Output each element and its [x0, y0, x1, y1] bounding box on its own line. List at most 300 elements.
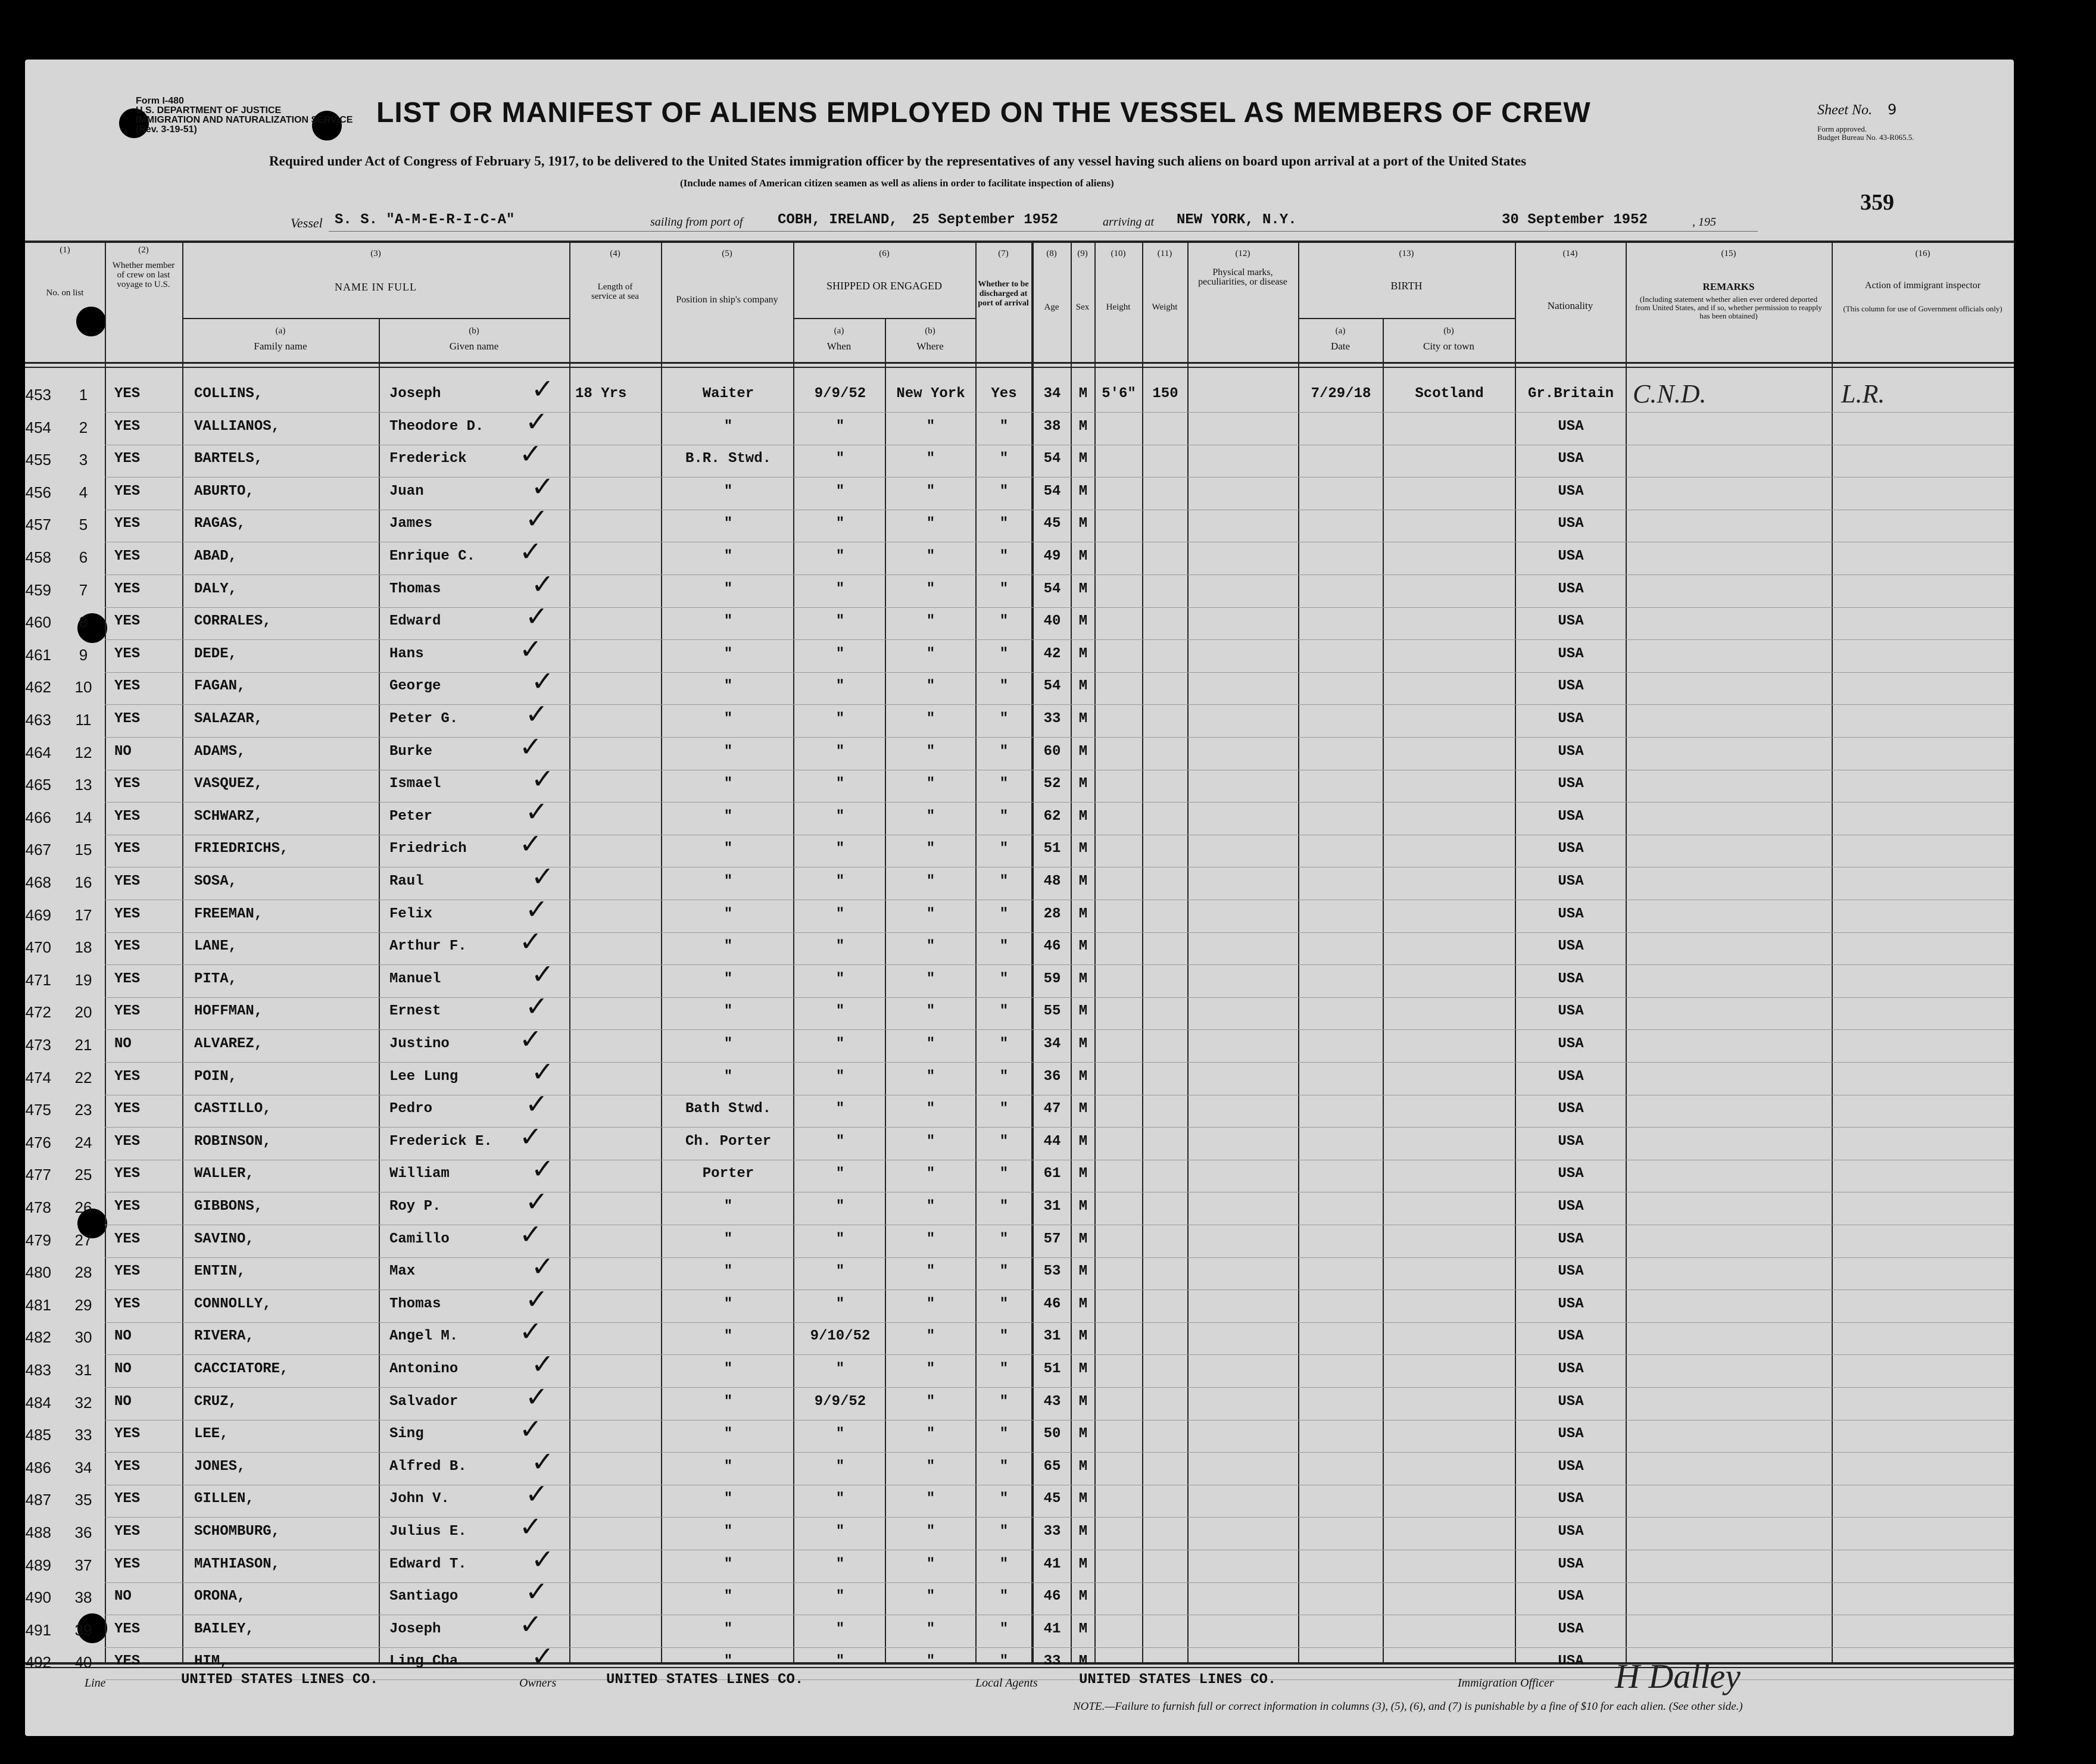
col4-label: Length of service at sea	[591, 282, 639, 301]
shipped-when: "	[835, 1295, 845, 1312]
position: Porter	[702, 1166, 754, 1182]
given-name: Burke	[389, 743, 433, 760]
col3a-label: Family name	[254, 341, 307, 352]
family-name: GIBBONS,	[194, 1198, 263, 1214]
nationality: USA	[1558, 841, 1584, 857]
sex: M	[1078, 841, 1088, 857]
family-name: BAILEY,	[194, 1621, 254, 1637]
check-mark-icon: ✓	[519, 1413, 542, 1445]
discharged: "	[999, 938, 1009, 955]
family-name: SCHOMBURG,	[194, 1523, 280, 1540]
nationality: USA	[1558, 808, 1584, 825]
check-mark-icon: ✓	[525, 795, 548, 828]
inspector-action: L.R.	[1841, 379, 1885, 408]
weight: 150	[1152, 386, 1178, 402]
row-rule	[105, 1062, 2014, 1063]
shipped-when: "	[835, 1133, 845, 1150]
approval-block	[1817, 125, 1914, 142]
nationality: USA	[1558, 1133, 1584, 1150]
discharged: "	[999, 418, 1009, 435]
row-rule	[105, 964, 2014, 965]
col13a-num: (a)	[1335, 326, 1346, 336]
col1-label: No. on list	[46, 288, 84, 298]
required-text: Required under Act of Congress of February 5, 1917, to be delivered to the United States immigration officer by the representatives of any vessel having such aliens on board upon arrival at a port of the United States	[269, 154, 1527, 168]
discharged: "	[999, 776, 1009, 792]
given-name: Santiago	[389, 1588, 458, 1605]
shipped-where: "	[926, 516, 935, 532]
discharged: "	[999, 1003, 1009, 1020]
sex: M	[1078, 938, 1088, 955]
given-name: George	[389, 678, 441, 695]
discharged: "	[999, 1263, 1009, 1280]
position: "	[723, 1003, 733, 1020]
given-name: Edward T.	[389, 1556, 467, 1572]
check-mark-icon: ✓	[531, 373, 554, 405]
check-mark-icon: ✓	[525, 892, 548, 925]
shipped-when: "	[835, 1263, 845, 1280]
check-mark-icon: ✓	[525, 405, 548, 438]
given-name: Manuel	[389, 970, 441, 987]
age: 40	[1043, 613, 1061, 630]
shipped-when: "	[835, 483, 845, 499]
last-voyage: YES	[114, 645, 141, 662]
position: "	[723, 1295, 733, 1312]
position: "	[723, 1328, 733, 1345]
manifest-ref-number: 491	[25, 1621, 51, 1639]
manifest-ref-number: 479	[25, 1231, 51, 1249]
manifest-ref-number: 458	[25, 548, 51, 566]
sex: M	[1078, 1393, 1088, 1410]
sex: M	[1078, 548, 1088, 564]
discharged: "	[999, 841, 1009, 857]
check-mark-icon: ✓	[531, 665, 554, 698]
col9-label: Sex	[1075, 302, 1090, 312]
sex: M	[1078, 1458, 1088, 1475]
last-voyage: YES	[114, 1231, 141, 1247]
age: 51	[1043, 1361, 1061, 1377]
nationality: USA	[1558, 451, 1584, 467]
row-rule	[105, 607, 2014, 608]
check-mark-icon: ✓	[531, 1153, 554, 1185]
birth-date: 7/29/18	[1311, 386, 1371, 402]
sex: M	[1078, 1523, 1088, 1540]
shipped-when: "	[835, 1231, 845, 1247]
list-number: 29	[74, 1295, 92, 1314]
shipped-where: "	[926, 1653, 935, 1670]
nationality: USA	[1558, 970, 1584, 987]
family-name: ENTIN,	[194, 1263, 246, 1280]
nationality: USA	[1558, 580, 1584, 597]
row-rule	[105, 1257, 2014, 1258]
vessel-label: Vessel	[291, 216, 323, 230]
check-mark-icon: ✓	[531, 957, 554, 990]
position: Ch. Porter	[685, 1133, 772, 1150]
col-divider	[1626, 242, 1627, 1663]
shipped-where: "	[926, 938, 935, 955]
last-voyage: YES	[114, 1133, 141, 1150]
last-voyage: NO	[114, 1036, 132, 1052]
row-rule	[105, 412, 2014, 413]
manifest-ref-number: 459	[25, 580, 51, 599]
given-name: Antonino	[389, 1361, 458, 1377]
officer-signature: H Dalley	[1615, 1657, 1741, 1696]
sex: M	[1078, 970, 1088, 987]
nationality: USA	[1558, 938, 1584, 955]
given-name: Justino	[389, 1036, 450, 1052]
check-mark-icon: ✓	[531, 1640, 554, 1673]
shipped-where: "	[926, 548, 935, 564]
shipped-where: "	[926, 1426, 935, 1443]
age: 49	[1043, 548, 1061, 564]
given-name: Peter G.	[389, 711, 458, 727]
age: 46	[1043, 1588, 1061, 1605]
position: Bath Stwd.	[685, 1101, 772, 1117]
discharged: "	[999, 1036, 1009, 1052]
row-rule	[105, 932, 2014, 933]
list-number: 39	[74, 1621, 92, 1639]
nationality: USA	[1558, 1295, 1584, 1312]
family-name: GILLEN,	[194, 1491, 254, 1507]
last-voyage: YES	[114, 1068, 141, 1085]
check-mark-icon: ✓	[519, 1023, 542, 1055]
position: "	[723, 1068, 733, 1085]
sex: M	[1078, 743, 1088, 760]
list-number: 14	[74, 808, 92, 826]
list-number: 40	[74, 1653, 92, 1672]
last-voyage: NO	[114, 1328, 132, 1345]
col12-label: Physical marks, peculiarities, or disease	[1198, 267, 1287, 287]
family-name: FAGAN,	[194, 678, 246, 695]
manifest-ref-number: 478	[25, 1198, 51, 1216]
shipped-where: "	[926, 1588, 935, 1605]
row-rule	[105, 1387, 2014, 1388]
check-mark-icon: ✓	[525, 1088, 548, 1120]
check-mark-icon: ✓	[519, 1315, 542, 1348]
family-name: ADAMS,	[194, 743, 246, 760]
sex: M	[1078, 451, 1088, 467]
col2-num: (2)	[138, 245, 149, 255]
sex: M	[1078, 1588, 1088, 1605]
check-mark-icon: ✓	[519, 1120, 542, 1153]
age: 46	[1043, 938, 1061, 955]
last-voyage: YES	[114, 1458, 141, 1475]
sex: M	[1078, 906, 1088, 922]
manifest-ref-number: 457	[25, 516, 51, 534]
age: 34	[1043, 1036, 1061, 1052]
shipped-when: "	[835, 516, 845, 532]
shipped-when: "	[835, 613, 845, 630]
col5-label: Position in ship's company	[676, 295, 778, 305]
given-name: Peter	[389, 808, 433, 825]
shipped-when: "	[835, 451, 845, 467]
shipped-where: "	[926, 1198, 935, 1214]
col3a-num: (a)	[275, 326, 286, 336]
revision: (Rev. 3-19-51)	[136, 124, 197, 135]
sex: M	[1078, 386, 1088, 402]
header-bottom-rule	[25, 362, 2014, 364]
shipped-when: "	[835, 743, 845, 760]
list-number: 27	[74, 1231, 92, 1249]
owners-company: UNITED STATES LINES CO.	[606, 1672, 804, 1688]
nationality: USA	[1558, 1458, 1584, 1475]
shipped-when: 9/10/52	[810, 1328, 871, 1345]
age: 50	[1043, 1426, 1061, 1443]
col-divider	[885, 319, 886, 1663]
col-divider	[1383, 319, 1384, 1663]
manifest-ref-number: 470	[25, 938, 51, 957]
manifest-ref-number: 485	[25, 1426, 51, 1444]
age: 57	[1043, 1231, 1061, 1247]
list-number: 15	[74, 841, 92, 859]
manifest-ref-number: 477	[25, 1166, 51, 1184]
age: 33	[1043, 711, 1061, 727]
shipped-when: "	[835, 1458, 845, 1475]
page-title: LIST OR MANIFEST OF ALIENS EMPLOYED ON THE VESSEL AS MEMBERS OF CREW	[376, 97, 1591, 129]
sex: M	[1078, 1556, 1088, 1572]
check-mark-icon: ✓	[525, 1575, 548, 1608]
last-voyage: YES	[114, 1166, 141, 1182]
col16-num: (16)	[1915, 249, 1930, 258]
shipped-where: "	[926, 743, 935, 760]
discharged: "	[999, 1621, 1009, 1637]
footer-note: NOTE.—Failure to furnish full or correct information in columns (3), (5), (6), and (7) is punishable by a fine of $10 for each alien. (See other side.)	[1073, 1700, 1743, 1713]
list-number: 38	[74, 1588, 92, 1607]
row-rule	[105, 639, 2014, 640]
discharged: "	[999, 1653, 1009, 1670]
sex: M	[1078, 1166, 1088, 1182]
col10-label: Height	[1106, 302, 1131, 312]
shipped-where: "	[926, 873, 935, 889]
shipped-when: "	[835, 1588, 845, 1605]
remarks: C.N.D.	[1633, 379, 1707, 408]
position: "	[723, 873, 733, 889]
manifest-ref-number: 466	[25, 808, 51, 826]
last-voyage: YES	[114, 613, 141, 630]
family-name: CORRALES,	[194, 613, 272, 630]
position: "	[723, 841, 733, 857]
last-voyage: YES	[114, 1621, 141, 1637]
row-rule	[105, 1029, 2014, 1030]
manifest-ref-number: 480	[25, 1263, 51, 1282]
col-divider	[105, 242, 106, 1663]
shipped-where: "	[926, 418, 935, 435]
shipped-when: "	[835, 1361, 845, 1377]
list-number: 5	[79, 516, 88, 534]
list-number: 7	[79, 580, 88, 599]
sail-date: 25 September 1952	[912, 212, 1058, 228]
list-number: 4	[79, 483, 88, 501]
department: U.S. DEPARTMENT OF JUSTICE	[136, 105, 282, 115]
position: "	[723, 938, 733, 955]
family-name: COLLINS,	[194, 386, 263, 402]
manifest-ref-number: 472	[25, 1003, 51, 1022]
position: "	[723, 1231, 733, 1247]
discharged: "	[999, 906, 1009, 922]
given-name: Theodore D.	[389, 418, 484, 435]
col1-num: (1)	[60, 245, 70, 255]
check-mark-icon: ✓	[525, 698, 548, 730]
row-rule	[105, 672, 2014, 673]
shipped-where: "	[926, 1328, 935, 1345]
nationality: USA	[1558, 1166, 1584, 1182]
list-number: 35	[74, 1491, 92, 1509]
given-name: Sing	[389, 1426, 424, 1443]
shipped-when: "	[835, 1426, 845, 1443]
sex: M	[1078, 1101, 1088, 1117]
given-name: William	[389, 1166, 450, 1182]
age: 54	[1043, 678, 1061, 695]
check-mark-icon: ✓	[519, 730, 542, 763]
shipped-when: "	[835, 645, 845, 662]
manifest-ref-number: 490	[25, 1588, 51, 1607]
check-mark-icon: ✓	[519, 828, 542, 860]
family-name: CACCIATORE,	[194, 1361, 289, 1377]
position: B.R. Stwd.	[685, 451, 772, 467]
col6b-num: (b)	[925, 326, 935, 336]
service-length: 18 Yrs	[575, 386, 627, 402]
col3-label: NAME IN FULL	[335, 281, 417, 293]
service: IMMIGRATION AND NATURALIZATION SERVICE	[136, 115, 353, 125]
given-name: Felix	[389, 906, 433, 922]
last-voyage: YES	[114, 1556, 141, 1572]
shipped-when: "	[835, 418, 845, 435]
col13-num: (13)	[1399, 249, 1414, 258]
discharged: "	[999, 1328, 1009, 1345]
nationality: USA	[1558, 776, 1584, 792]
shipped-where: "	[926, 808, 935, 825]
col11-label: Weight	[1152, 302, 1178, 312]
given-name: Salvador	[389, 1393, 458, 1410]
list-number: 10	[74, 678, 92, 697]
col15-label: REMARKS	[1702, 281, 1755, 292]
row-rule	[105, 802, 2014, 803]
nationality: USA	[1558, 1393, 1584, 1410]
discharged: "	[999, 1231, 1009, 1247]
list-number: 6	[79, 548, 88, 566]
col-divider	[1298, 242, 1299, 1663]
list-number: 8	[79, 613, 88, 632]
discharged: "	[999, 645, 1009, 662]
family-name: ALVAREZ,	[194, 1036, 263, 1052]
given-name: Ismael	[389, 776, 441, 792]
discharged: "	[999, 1458, 1009, 1475]
position: "	[723, 1036, 733, 1052]
age: 31	[1043, 1198, 1061, 1214]
shipped-when: "	[835, 580, 845, 597]
given-name: Camillo	[389, 1231, 450, 1247]
shipped-where: "	[926, 711, 935, 727]
list-number: 18	[74, 938, 92, 957]
nationality: USA	[1558, 1653, 1584, 1670]
shipped-where: "	[926, 1133, 935, 1150]
given-name: Joseph	[389, 386, 441, 402]
last-voyage: YES	[114, 1426, 141, 1443]
discharged: "	[999, 1361, 1009, 1377]
shipped-where: "	[926, 776, 935, 792]
manifest-ref-number: 462	[25, 678, 51, 697]
nationality: USA	[1558, 873, 1584, 889]
last-voyage: YES	[114, 1198, 141, 1214]
given-name: Lee Lung	[389, 1068, 458, 1085]
given-name: Ling Cha	[389, 1653, 458, 1670]
position: "	[723, 418, 733, 435]
age: 61	[1043, 1166, 1061, 1182]
last-voyage: YES	[114, 386, 141, 402]
shipped-subheader-rule	[793, 318, 975, 319]
given-name: Pedro	[389, 1101, 433, 1117]
name-subheader-rule	[182, 318, 569, 319]
shipped-when: "	[835, 938, 845, 955]
family-name: HIM,	[194, 1653, 229, 1670]
last-voyage: YES	[114, 1263, 141, 1280]
manifest-ref-number: 455	[25, 451, 51, 469]
check-mark-icon: ✓	[531, 1250, 554, 1283]
family-name: LANE,	[194, 938, 238, 955]
position: "	[723, 1393, 733, 1410]
last-voyage: YES	[114, 873, 141, 889]
list-number: 24	[74, 1133, 92, 1151]
list-number: 2	[79, 418, 88, 436]
family-name: RIVERA,	[194, 1328, 254, 1345]
family-name: POIN,	[194, 1068, 238, 1085]
sex: M	[1078, 808, 1088, 825]
position: "	[723, 711, 733, 727]
given-name: James	[389, 516, 433, 532]
family-name: ORONA,	[194, 1588, 246, 1605]
sailing-label: sailing from port of	[650, 216, 743, 229]
sex: M	[1078, 776, 1088, 792]
age: 45	[1043, 1491, 1061, 1507]
list-number: 22	[74, 1068, 92, 1087]
family-name: ABURTO,	[194, 483, 254, 499]
row-rule	[105, 1517, 2014, 1518]
list-number: 11	[75, 711, 92, 729]
nationality: USA	[1558, 483, 1584, 499]
age: 48	[1043, 873, 1061, 889]
nationality: USA	[1558, 1231, 1584, 1247]
last-voyage: YES	[114, 1295, 141, 1312]
list-number: 32	[74, 1393, 92, 1412]
sex: M	[1078, 1198, 1088, 1214]
list-number: 16	[74, 873, 92, 891]
arrive-date: 30 September 1952	[1502, 212, 1648, 228]
col6b-label: Where	[916, 341, 944, 352]
shipped-when: "	[835, 1068, 845, 1085]
manifest-ref-number: 464	[25, 743, 51, 761]
sex: M	[1078, 1653, 1088, 1670]
col-divider	[1142, 242, 1143, 1663]
nationality: USA	[1558, 613, 1584, 630]
position: "	[723, 906, 733, 922]
header-bottom-rule-2	[25, 367, 2014, 368]
family-name: LEE,	[194, 1426, 229, 1443]
discharged: "	[999, 613, 1009, 630]
sex: M	[1078, 1003, 1088, 1020]
sex: M	[1078, 1621, 1088, 1637]
list-number: 17	[74, 906, 92, 924]
manifest-ref-number: 473	[25, 1036, 51, 1054]
family-name: ABAD,	[194, 548, 238, 564]
shipped-where: "	[926, 1166, 935, 1182]
shipped-where: "	[926, 483, 935, 499]
manifest-ref-number: 475	[25, 1101, 51, 1119]
col16-label: Action of immigrant inspector	[1864, 280, 1981, 291]
sex: M	[1078, 1068, 1088, 1085]
nationality: USA	[1558, 1263, 1584, 1280]
row-rule	[105, 1354, 2014, 1355]
shipped-when: "	[835, 776, 845, 792]
shipped-when: "	[835, 1003, 845, 1020]
